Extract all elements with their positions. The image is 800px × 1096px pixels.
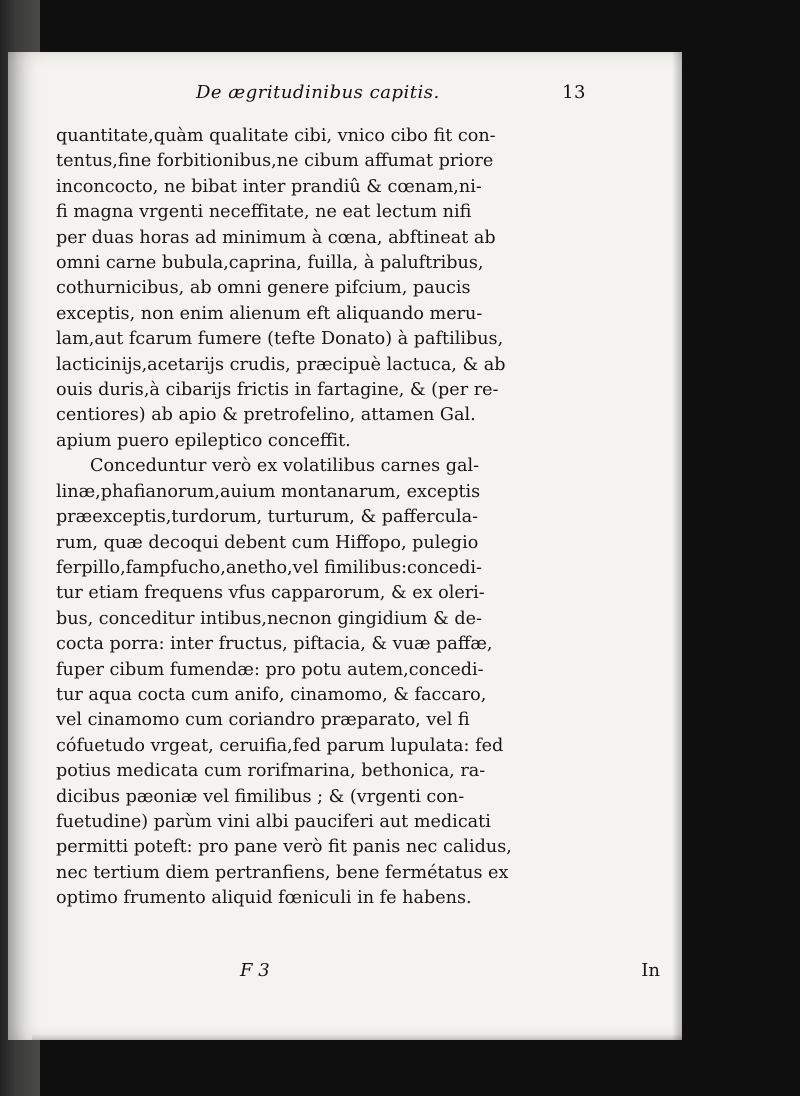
page-bottom-shadow bbox=[32, 1034, 682, 1040]
text-line-28: fuetudine) parùm vini albi pauciferi aut medicati bbox=[56, 811, 491, 832]
body-text bbox=[56, 124, 660, 912]
text-line-12: centiores) ab apio & pretrofelino, attamen Gal. bbox=[56, 405, 476, 426]
text-line-29: permitti poteft: pro pane verò fit panis nec calidus, bbox=[56, 837, 512, 858]
text-line-5: per duas horas ad minimum à cœna, abftineat ab bbox=[56, 227, 496, 248]
text-line-24: vel cinamomo cum coriandro præparato, vel fi bbox=[56, 710, 470, 731]
text-line-14: Conceduntur verò ex volatilibus carnes gal- bbox=[90, 456, 480, 477]
text-line-15: linæ,phafianorum,auium montanarum, exceptis bbox=[56, 481, 481, 502]
text-line-6: omni carne bubula,caprina, fuilla, à paluftribus, bbox=[56, 253, 484, 274]
text-line-1: quantitate,quàm qualitate cibi, vnico cibo fit con- bbox=[56, 126, 496, 146]
text-line-22: fuper cibum fumendæ: pro potu autem,concedi- bbox=[56, 659, 484, 680]
text-line-31: optimo frumento aliquid fœniculi in fe habens. bbox=[56, 888, 472, 909]
text-line-18: ferpillo,fampfucho,anetho,vel fimilibus:concedi- bbox=[56, 557, 482, 578]
signature-mark: F 3 bbox=[240, 960, 270, 981]
running-header bbox=[196, 82, 586, 103]
catchword: In bbox=[641, 960, 660, 981]
text-line-21: cocta porra: inter fructus, piftacia, & vuæ paffæ, bbox=[56, 634, 493, 655]
text-line-27: dicibus pæoniæ vel fimilibus ; & (vrgenti con- bbox=[56, 786, 465, 807]
text-line-3: inconcocto, ne bibat inter prandiû & cœnam,ni- bbox=[56, 176, 482, 197]
text-line-30: nec tertium diem pertranfiens, bene fermétatus ex bbox=[56, 862, 509, 883]
text-line-26: potius medicata cum rorifmarina, bethonica, ra- bbox=[56, 761, 486, 782]
text-line-10: lacticinijs,acetarijs crudis, præcipuè lactuca, & ab bbox=[56, 354, 506, 375]
text-line-8: exceptis, non enim alienum eft aliquando meru- bbox=[56, 303, 483, 324]
text-line-17: rum, quæ decoqui debent cum Hiffopo, pulegio bbox=[56, 532, 479, 553]
text-line-25: cófuetudo vrgeat, ceruifia,fed parum lupulata: fed bbox=[56, 735, 504, 756]
text-line-13: apium puero epileptico conceffit. bbox=[56, 430, 351, 451]
text-line-7: cothurnicibus, ab omni genere pifcium, paucis bbox=[56, 278, 471, 299]
text-line-16: præexceptis,turdorum, turturum, & paffercula- bbox=[56, 507, 479, 528]
running-title: De ægritudinibus capitis. bbox=[196, 82, 440, 103]
text-line-11: ouis duris,à cibarijs frictis in fartagine, & (per re- bbox=[56, 380, 499, 401]
text-line-2: tentus,fine forbitionibus,ne cibum affumat priore bbox=[56, 151, 494, 172]
text-line-4: fi magna vrgenti neceffitate, ne eat lectum nifi bbox=[56, 202, 472, 223]
text-line-9: lam,aut fcarum fumere (tefte Donato) à paftilibus, bbox=[56, 329, 504, 350]
book-page bbox=[8, 52, 682, 1040]
page-number: 13 bbox=[562, 82, 586, 103]
text-line-19: tur etiam frequens vfus capparorum, & ex oleri- bbox=[56, 583, 485, 604]
text-line-23: tur aqua cocta cum anifo, cinamomo, & faccaro, bbox=[56, 684, 487, 705]
text-line-20: bus, conceditur intibus,necnon gingidium & de- bbox=[56, 608, 482, 629]
page-footer bbox=[56, 960, 660, 984]
page-edge-shadow bbox=[672, 52, 682, 1040]
